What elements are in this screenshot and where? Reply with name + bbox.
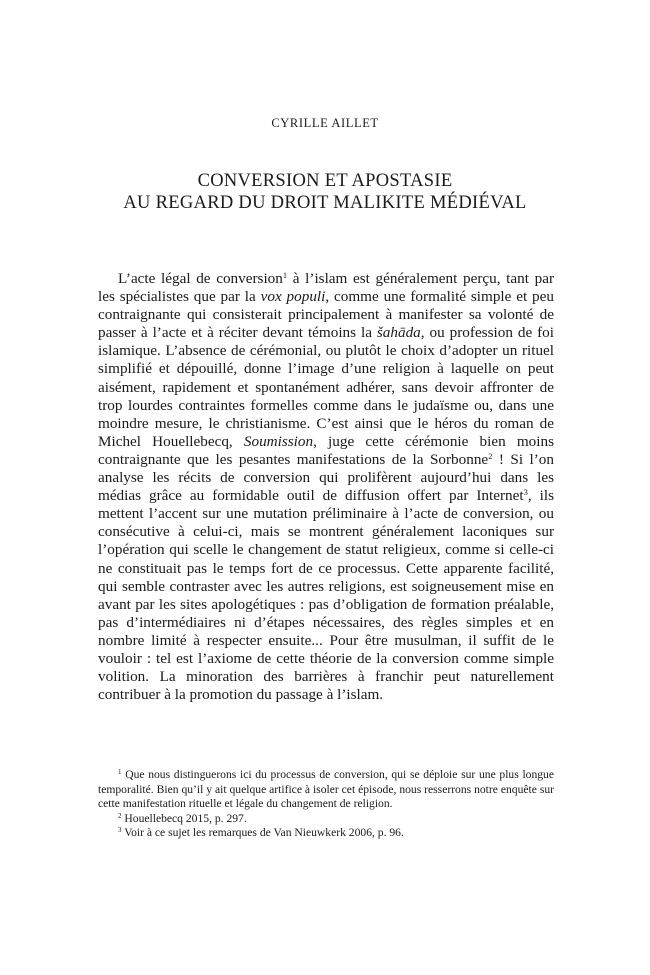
italic-soumission: Soumission [243, 432, 314, 450]
footnote-ref-2[interactable]: 2 [488, 450, 493, 461]
body-segment: L’acte légal de conversion [118, 270, 283, 287]
title-line-1: CONVERSION ET APOSTASIE [197, 171, 453, 191]
title-line-2: AU REGARD DU DROIT MALIKITE MÉDIÉVAL [123, 193, 527, 213]
footnote-1 [98, 768, 554, 812]
body-segment: à l’islam est généralement perçu, tant par les spécialistes que par la [98, 270, 555, 306]
article-title [0, 170, 650, 214]
footnote-ref-3[interactable]: 3 [523, 487, 528, 498]
author-name: CYRILLE AILLET [271, 116, 379, 130]
footnote-ref-1[interactable]: 1 [282, 270, 288, 280]
footnote-2 [98, 812, 554, 827]
body-segment: , juge cette cérémonie bien moins contraignante que les pesantes manifestations de la Sorbonne [98, 432, 554, 468]
footnote-text: Que nous distinguerons ici du processus de conversion, qui se déploie sur une plus longue temporalité. Bien qu’il y ait quelque artifice à isoler cet épisode, nous resserrons notre enquête sur cette manifestation rituelle et légale du changement de religion. [98, 768, 554, 810]
footnote-3 [98, 826, 554, 841]
body-segment: , ou profession de foi islamique. L’absence de cérémonial, ou plutôt le choix d’adopter un rituel simplifié et dépouillé, donne l’image d’une religion à laquelle on peut aisément, rapidement et spontanément adhérer, sans devoir affronter de trop lourdes contraintes formelles comme dans le judaïsme ou, dans une moindre mesure, le christianisme. C’est ainsi que le héros du roman de Michel Houellebecq, [98, 324, 554, 450]
footnotes [98, 768, 554, 841]
footnote-number: 2 [118, 811, 122, 820]
footnote-text: Houellebecq 2015, p. 297. [121, 811, 247, 825]
italic-vox-populi: vox populi [260, 288, 326, 306]
footnote-number: 1 [118, 768, 122, 776]
body-segment: ! Si l’on analyse les récits de conversion qui prolifèrent aujourd’hui dans les médias grâce au formidable outil de diffusion offert par Internet [98, 450, 554, 505]
footnote-text: Voir à ce sujet les remarques de Van Nieuwkerk 2006, p. 96. [121, 826, 404, 839]
body-segment: , ils mettent l’accent sur une mutation préliminaire à l’acte de conversion, ou consécutive à celui-ci, mais se montrent généralement laconiques sur l’opération qui scelle le changement de statut religieux, comme si celle-ci ne constituait pas le temps fort de ce processus. Cette apparente facilité, qui semble contraster avec les autres religions, est soigneusement mise en avant par les sites apologétiques : pas d’obligation de formation préalable, pas d’intermédiaires ni d’étapes nécessaires, des règles simples et en nombre limité à respecter ensuite... Pour être musulman, il suffit de le vouloir : tel est l’axiome de cette théorie de la conversion comme simple volition. La minoration des barrières à franchir peut naturellement contribuer à la promotion du passage à l’islam. [98, 487, 554, 704]
italic-sahada: šahāda [376, 324, 421, 342]
footnote-number: 3 [118, 826, 122, 834]
body-paragraph [98, 270, 554, 704]
body-segment: , comme une formalité simple et peu contraignante qui consisterait principalement à manifester sa volonté de passer à l’acte et à réciter devant témoins la [98, 288, 554, 342]
